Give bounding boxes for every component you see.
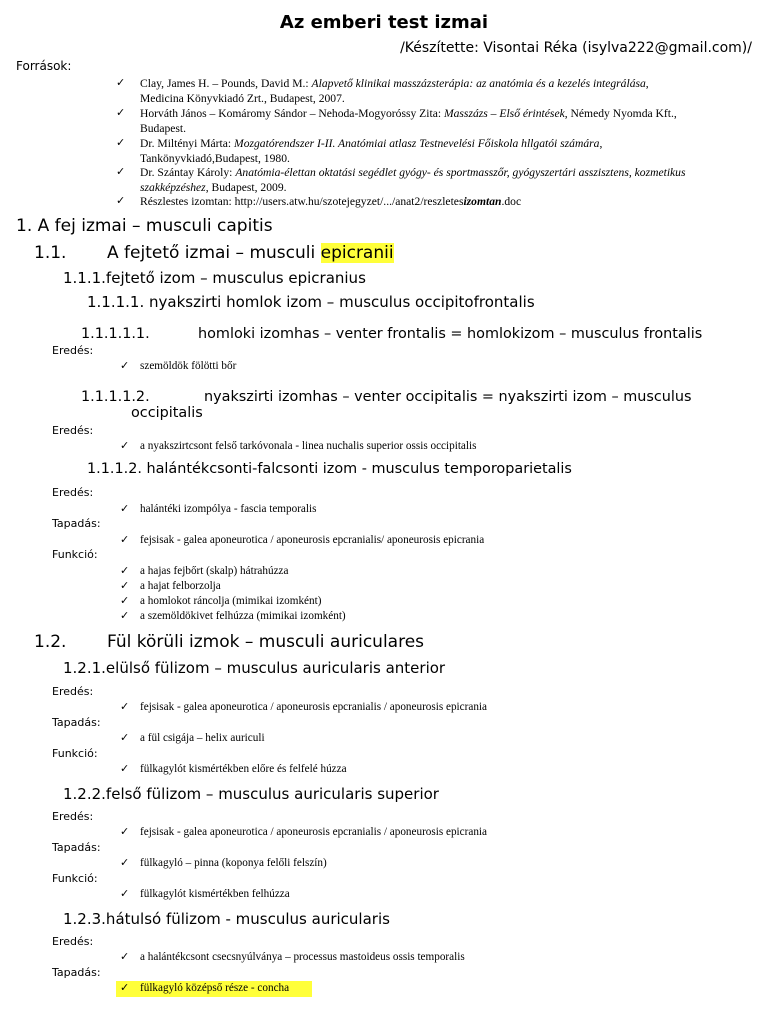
list-item — [120, 731, 129, 744]
check-icon: ✓ — [120, 440, 130, 452]
check-icon: ✓ — [120, 732, 130, 744]
insertion-label: Tapadás: — [52, 841, 101, 854]
check-icon: ✓ — [116, 77, 126, 89]
check-icon: ✓ — [120, 610, 130, 622]
author-line: /Készítette: Visontai Réka (isylva222@gmail.com)/ — [400, 40, 752, 56]
list-item-text: fejsisak - galea aponeurotica / aponeurosis epcranialis / aponeurosis epicrania — [140, 826, 487, 838]
heading-1-2-3: 1.2.3.hátulsó fülizom - musculus auricularis — [63, 910, 390, 928]
heading-1-2-2: 1.2.2.felső fülizom – musculus auricularis superior — [63, 785, 439, 803]
heading-1-1-1: 1.1.1.fejtető izom – musculus epicranius — [63, 269, 366, 287]
origin-label: Eredés: — [52, 424, 94, 437]
list-item — [120, 825, 129, 838]
highlighted-term: epicranii — [320, 243, 394, 263]
heading-1: 1. A fej izmai – musculi capitis — [16, 216, 273, 236]
check-icon: ✓ — [116, 137, 126, 149]
list-item — [120, 439, 129, 452]
heading-1-2-number: 1.2. — [34, 632, 67, 652]
list-item — [120, 564, 129, 577]
list-item — [120, 981, 129, 994]
source-item: ✓ Részlestes izomtan: http://users.atw.hu/szotejegyzet/.../anat2/reszletesizomtan.doc — [116, 195, 522, 208]
source-item-cont: szakképzéshez, Budapest, 2009. — [140, 181, 287, 194]
list-item — [120, 700, 129, 713]
source-item-cont: Tankönyvkiadó,Budapest, 1980. — [140, 152, 290, 165]
heading-1-1-1-1-2-number: 1.1.1.1.2. — [81, 389, 150, 405]
list-item — [120, 579, 129, 592]
heading-1-1: A fejtető izmai – musculi epicranii — [107, 243, 394, 263]
check-icon: ✓ — [116, 166, 126, 178]
check-icon: ✓ — [120, 951, 130, 963]
source-item: ✓ Horváth János – Komáromy Sándor – Nehoda-Mogyoróssy Zita: Masszázs – Első érintések, Némedy Nyomda Kft., — [116, 107, 677, 120]
origin-label: Eredés: — [52, 685, 94, 698]
check-icon: ✓ — [120, 888, 130, 900]
origin-label: Eredés: — [52, 344, 94, 357]
list-item-text: halántéki izompólya - fascia temporalis — [140, 503, 317, 515]
function-label: Funkció: — [52, 872, 98, 885]
source-item: ✓ Clay, James H. – Pounds, David M.: Alapvető klinikai masszázsterápia: az anatómia és a kezelés integrálása, — [116, 77, 649, 90]
list-item — [120, 594, 129, 607]
heading-1-2: Fül körüli izmok – musculi auriculares — [107, 632, 425, 652]
check-icon: ✓ — [120, 503, 130, 515]
check-icon: ✓ — [120, 701, 130, 713]
document-title: Az emberi test izmai — [279, 12, 489, 33]
list-item — [120, 502, 129, 515]
list-item-text: a halántékcsont csecsnyúlványa – processus mastoideus ossis temporalis — [140, 951, 465, 963]
function-label: Funkció: — [52, 548, 98, 561]
heading-1-1-1-1-1-number: 1.1.1.1.1. — [81, 326, 150, 342]
list-item — [120, 762, 129, 775]
source-item-cont: Budapest. — [140, 122, 187, 135]
check-icon: ✓ — [120, 857, 130, 869]
heading-1-1-1-1-2: nyakszirti izomhas – venter occipitalis = nyakszirti izom – musculus — [204, 389, 692, 405]
insertion-label: Tapadás: — [52, 966, 101, 979]
check-icon: ✓ — [120, 595, 130, 607]
list-item-text: fejsisak - galea aponeurotica / aponeurosis epcranialis/ aponeurosis epicrania — [140, 534, 485, 546]
check-icon: ✓ — [120, 982, 130, 994]
heading-1-2-1: 1.2.1.elülső fülizom – musculus auricularis anterior — [63, 659, 446, 677]
heading-1-1-1-1-1: homloki izomhas – venter frontalis = homlokizom – musculus frontalis — [198, 326, 703, 342]
check-icon: ✓ — [120, 763, 130, 775]
list-item-text: fülkagylót kismértékben előre és felfelé húzza — [140, 763, 347, 775]
list-item-text: szemöldök fölötti bőr — [140, 360, 237, 372]
list-item-text: a szemöldökivet felhúzza (mimikai izomként) — [140, 610, 346, 622]
heading-1-1-1-2: 1.1.1.2. halántékcsonti-falcsonti izom - musculus temporoparietalis — [87, 461, 572, 477]
check-icon: ✓ — [120, 360, 130, 372]
list-item — [120, 609, 129, 622]
heading-1-1-1-1-2-cont: occipitalis — [131, 405, 203, 421]
insertion-label: Tapadás: — [52, 716, 101, 729]
sources-label: Források: — [16, 59, 72, 73]
list-item — [120, 359, 129, 372]
check-icon: ✓ — [120, 565, 130, 577]
list-item-text: a nyakszirtcsont felső tarkóvonala - linea nuchalis superior ossis occipitalis — [140, 440, 477, 452]
check-icon: ✓ — [120, 534, 130, 546]
origin-label: Eredés: — [52, 810, 94, 823]
source-item: ✓ Dr. Miltényi Márta: Mozgatórendszer I-II. Anatómiai atlasz Testnevelési Főiskola hllgatói számára, — [116, 137, 603, 150]
check-icon: ✓ — [116, 107, 126, 119]
check-icon: ✓ — [120, 580, 130, 592]
list-item-text: a fül csigája – helix auriculi — [140, 732, 265, 744]
list-item — [120, 950, 129, 963]
list-item — [120, 887, 129, 900]
heading-1-1-number: 1.1. — [34, 243, 67, 263]
list-item-text: fülkagyló középső része - concha — [140, 982, 290, 994]
list-item-text: a homlokot ráncolja (mimikai izomként) — [140, 595, 322, 607]
check-icon: ✓ — [120, 826, 130, 838]
heading-1-1-1-1: 1.1.1.1. nyakszirti homlok izom – musculus occipitofrontalis — [87, 293, 535, 311]
check-icon: ✓ — [116, 195, 126, 207]
source-item: ✓ Dr. Szántay Károly: Anatómia-élettan oktatási segédlet gyógy- és sportmasszőr, gyógyszertári asszisztens, kozmetikus — [116, 166, 686, 179]
list-item-text: fülkagyló – pinna (koponya felőli felszín) — [140, 857, 327, 869]
list-item-text: fejsisak - galea aponeurotica / aponeurosis epcranialis / aponeurosis epicrania — [140, 701, 487, 713]
list-item — [120, 856, 129, 869]
origin-label: Eredés: — [52, 935, 94, 948]
origin-label: Eredés: — [52, 486, 94, 499]
list-item-text: fülkagylót kismértékben felhúzza — [140, 888, 290, 900]
function-label: Funkció: — [52, 747, 98, 760]
list-item — [120, 533, 129, 546]
list-item-text: a hajas fejbőrt (skalp) hátrahúzza — [140, 565, 289, 577]
source-item-cont: Medicina Könyvkiadó Zrt., Budapest, 2007. — [140, 92, 345, 105]
insertion-label: Tapadás: — [52, 517, 101, 530]
list-item-text: a hajat felborzolja — [140, 580, 221, 592]
